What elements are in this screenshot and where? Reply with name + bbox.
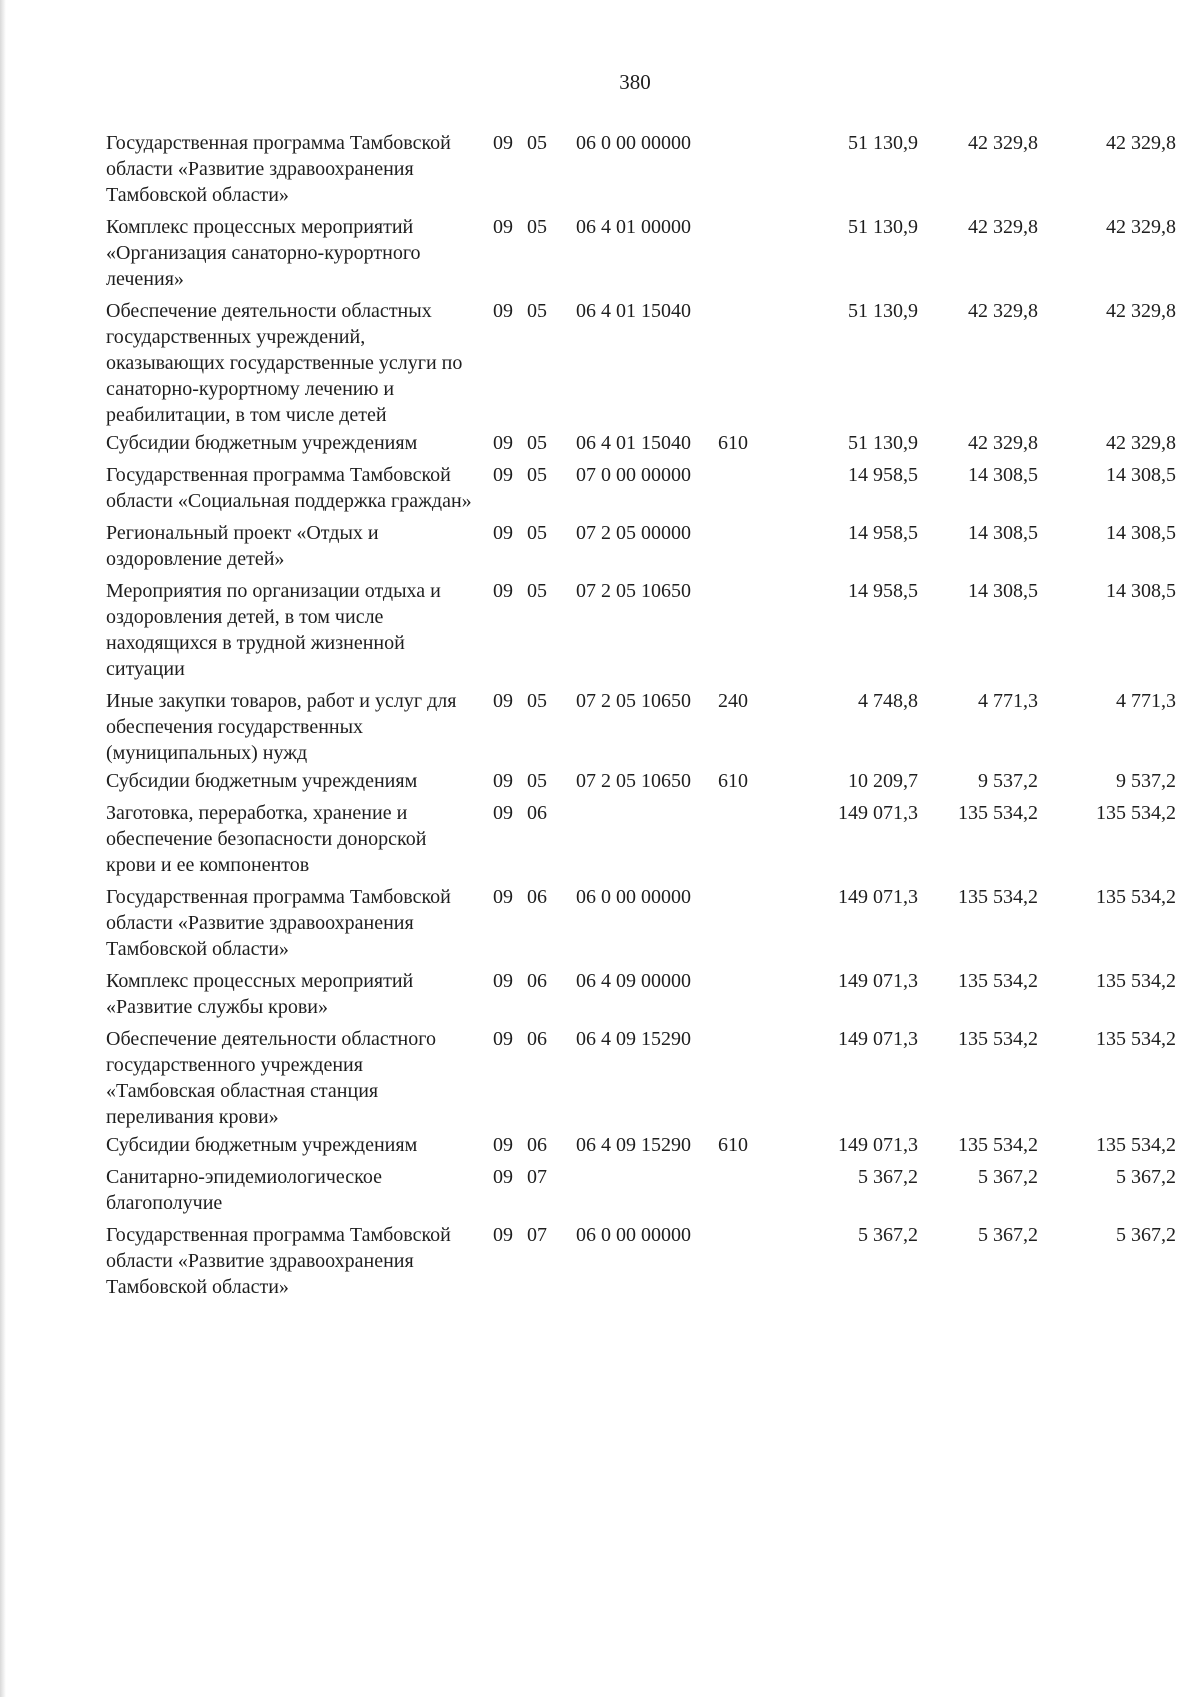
row-amount-year-1: 149 071,3 [838,970,918,992]
row-section: 09 [493,580,513,602]
row-name: Субсидии бюджетным учреждениям [106,432,418,454]
row-amount-year-3: 5 367,2 [1116,1166,1176,1188]
row-amount-year-3: 135 534,2 [1096,970,1176,992]
row-section: 09 [493,1028,513,1050]
row-amount-year-2: 14 308,5 [968,522,1038,544]
table-row [106,884,1176,962]
row-amount-year-2: 135 534,2 [958,886,1038,908]
row-amount-year-3: 135 534,2 [1096,1134,1176,1156]
table-row [106,462,1176,514]
row-target-article: 06 4 01 15040 [576,432,691,454]
row-amount-year-2: 5 367,2 [978,1166,1038,1188]
row-subsection: 06 [527,1134,547,1156]
row-amount-year-3: 42 329,8 [1106,216,1176,238]
row-name: Государственная программа Тамбовской области «Социальная поддержка граждан» [106,464,472,512]
row-target-article: 06 0 00 00000 [576,886,691,908]
row-amount-year-2: 42 329,8 [968,132,1038,154]
table-row [106,430,1176,456]
table-row [106,768,1176,794]
row-target-article: 07 0 00 00000 [576,464,691,486]
table-row [106,130,1176,208]
row-expense-type: 610 [718,770,748,792]
row-amount-year-2: 135 534,2 [958,1134,1038,1156]
row-amount-year-3: 14 308,5 [1106,464,1176,486]
row-amount-year-1: 51 130,9 [848,300,918,322]
row-section: 09 [493,1166,513,1188]
row-amount-year-3: 42 329,8 [1106,432,1176,454]
row-subsection: 07 [527,1166,547,1188]
row-section: 09 [493,770,513,792]
row-amount-year-1: 51 130,9 [848,216,918,238]
row-section: 09 [493,522,513,544]
row-subsection: 05 [527,432,547,454]
row-subsection: 05 [527,464,547,486]
row-amount-year-1: 14 958,5 [848,522,918,544]
row-amount-year-1: 4 748,8 [858,690,918,712]
table-row [106,688,1176,766]
row-amount-year-2: 42 329,8 [968,216,1038,238]
row-amount-year-2: 5 367,2 [978,1224,1038,1246]
row-amount-year-1: 5 367,2 [858,1224,918,1246]
table-row [106,1164,1176,1216]
row-name: Субсидии бюджетным учреждениям [106,770,418,792]
table-row [106,520,1176,572]
row-amount-year-3: 4 771,3 [1116,690,1176,712]
row-section: 09 [493,690,513,712]
table-row [106,800,1176,878]
row-amount-year-2: 135 534,2 [958,970,1038,992]
row-amount-year-3: 9 537,2 [1116,770,1176,792]
row-amount-year-1: 149 071,3 [838,802,918,824]
row-target-article: 07 2 05 10650 [576,770,691,792]
row-name: Мероприятия по организации отдыха и оздоровления детей, в том числе находящихся в трудной жизненной ситуации [106,580,441,680]
row-amount-year-1: 5 367,2 [858,1166,918,1188]
row-target-article: 06 0 00 00000 [576,1224,691,1246]
row-subsection: 06 [527,802,547,824]
row-subsection: 05 [527,690,547,712]
row-name: Государственная программа Тамбовской области «Развитие здравоохранения Тамбовской области» [106,886,451,960]
row-section: 09 [493,802,513,824]
row-name: Обеспечение деятельности областного государственного учреждения «Тамбовская областная станция переливания крови» [106,1028,436,1128]
row-subsection: 07 [527,1224,547,1246]
row-subsection: 05 [527,580,547,602]
row-name: Санитарно-эпидемиологическое благополучие [106,1166,383,1214]
row-name: Заготовка, переработка, хранение и обеспечение безопасности донорской крови и ее компонентов [106,802,427,876]
row-expense-type: 610 [718,1134,748,1156]
row-amount-year-1: 149 071,3 [838,1134,918,1156]
table-row [106,1026,1176,1130]
row-target-article: 06 4 09 00000 [576,970,691,992]
row-target-article: 06 4 01 15040 [576,300,691,322]
row-expense-type: 610 [718,432,748,454]
row-subsection: 05 [527,522,547,544]
scan-edge-shadow [0,0,6,1697]
table-row [106,578,1176,682]
row-amount-year-1: 149 071,3 [838,1028,918,1050]
row-subsection: 06 [527,1028,547,1050]
row-amount-year-3: 135 534,2 [1096,802,1176,824]
row-name: Субсидии бюджетным учреждениям [106,1134,418,1156]
row-target-article: 06 4 01 00000 [576,216,691,238]
row-subsection: 05 [527,132,547,154]
row-section: 09 [493,1224,513,1246]
row-amount-year-3: 14 308,5 [1106,522,1176,544]
row-section: 09 [493,132,513,154]
table-row [106,968,1176,1020]
row-amount-year-3: 135 534,2 [1096,1028,1176,1050]
row-subsection: 05 [527,216,547,238]
row-amount-year-3: 42 329,8 [1106,132,1176,154]
row-expense-type: 240 [718,690,748,712]
row-amount-year-2: 135 534,2 [958,1028,1038,1050]
row-target-article: 06 0 00 00000 [576,132,691,154]
table-row [106,214,1176,292]
row-amount-year-2: 14 308,5 [968,464,1038,486]
row-subsection: 06 [527,970,547,992]
row-amount-year-1: 149 071,3 [838,886,918,908]
row-amount-year-3: 14 308,5 [1106,580,1176,602]
row-target-article: 07 2 05 10650 [576,580,691,602]
row-target-article: 07 2 05 10650 [576,690,691,712]
table-row [106,1132,1176,1158]
row-target-article: 06 4 09 15290 [576,1134,691,1156]
row-section: 09 [493,432,513,454]
row-target-article: 07 2 05 00000 [576,522,691,544]
row-amount-year-3: 42 329,8 [1106,300,1176,322]
row-amount-year-2: 14 308,5 [968,580,1038,602]
table-row [106,1222,1176,1300]
row-amount-year-2: 135 534,2 [958,802,1038,824]
row-amount-year-1: 14 958,5 [848,580,918,602]
row-section: 09 [493,970,513,992]
row-subsection: 05 [527,300,547,322]
row-section: 09 [493,216,513,238]
row-amount-year-1: 14 958,5 [848,464,918,486]
table-row [106,298,1176,428]
row-subsection: 05 [527,770,547,792]
row-amount-year-1: 10 209,7 [848,770,918,792]
row-name: Комплекс процессных мероприятий «Развитие службы крови» [106,970,414,1018]
row-name: Государственная программа Тамбовской области «Развитие здравоохранения Тамбовской области» [106,132,451,206]
row-target-article: 06 4 09 15290 [576,1028,691,1050]
row-section: 09 [493,300,513,322]
row-section: 09 [493,886,513,908]
row-name: Государственная программа Тамбовской области «Развитие здравоохранения Тамбовской области» [106,1224,451,1298]
row-name: Комплекс процессных мероприятий «Организация санаторно-курортного лечения» [106,216,421,290]
row-amount-year-3: 135 534,2 [1096,886,1176,908]
row-name: Обеспечение деятельности областных государственных учреждений, оказывающих государственные услуги по санаторно-курортному лечению и реабилитации, в том числе детей [106,300,463,426]
row-amount-year-2: 4 771,3 [978,690,1038,712]
row-amount-year-1: 51 130,9 [848,132,918,154]
row-amount-year-1: 51 130,9 [848,432,918,454]
page-number: 380 [619,70,651,94]
row-name: Региональный проект «Отдых и оздоровление детей» [106,522,379,570]
row-subsection: 06 [527,886,547,908]
row-amount-year-2: 9 537,2 [978,770,1038,792]
row-amount-year-2: 42 329,8 [968,300,1038,322]
row-name: Иные закупки товаров, работ и услуг для обеспечения государственных (муниципальных) нужд [106,690,457,764]
row-section: 09 [493,464,513,486]
row-section: 09 [493,1134,513,1156]
row-amount-year-2: 42 329,8 [968,432,1038,454]
budget-table [106,130,1176,1300]
row-amount-year-3: 5 367,2 [1116,1224,1176,1246]
